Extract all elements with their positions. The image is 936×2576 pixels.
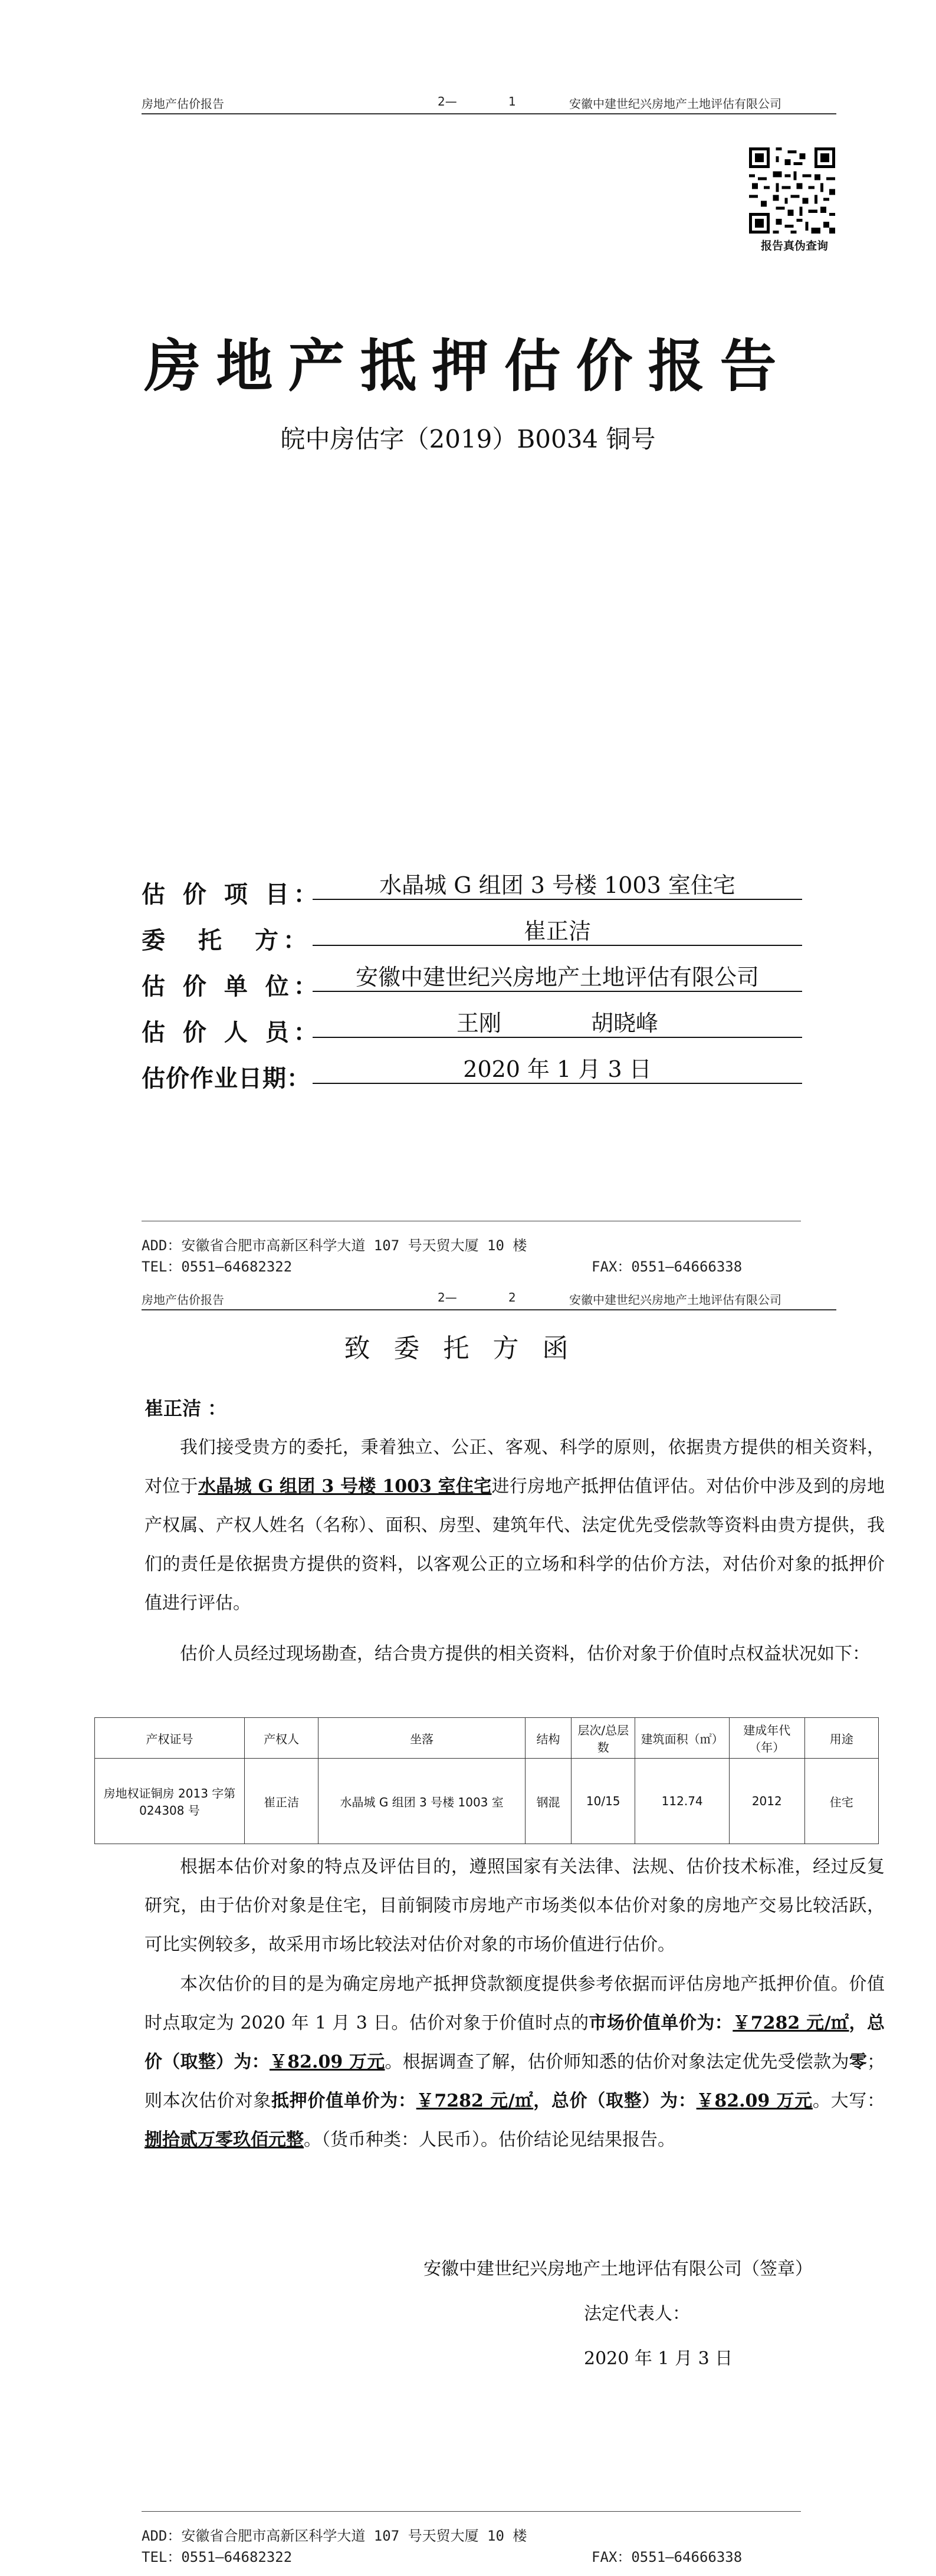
paragraph-1 bbox=[144, 1428, 885, 1623]
info-label-date: 估价作业日期： bbox=[142, 1064, 311, 1092]
mortgage-total-label: ，总价（取整）为： bbox=[533, 2091, 697, 2111]
header-rule bbox=[142, 1309, 836, 1310]
table-header: 坐落 bbox=[318, 1718, 525, 1759]
table-header: 建成年代（年） bbox=[730, 1718, 805, 1759]
table-row bbox=[95, 1759, 879, 1844]
table-cell: 水晶城 G 组团 3 号楼 1003 室 bbox=[318, 1759, 525, 1844]
mortgage-total-value: ￥82.09 万元 bbox=[696, 2091, 813, 2111]
signature-date: 2020 年 1 月 3 日 bbox=[584, 2348, 733, 2369]
table-header: 产权证号 bbox=[95, 1718, 245, 1759]
table-header: 层次/总层数 bbox=[572, 1718, 635, 1759]
info-value-date: 2020 年 1 月 3 日 bbox=[313, 1056, 802, 1084]
paragraph-2: 估价人员经过现场勘查，结合贵方提供的相关资料，估价对象于价值时点权益状况如下： bbox=[180, 1644, 870, 1664]
header-left: 房地产估价报告 bbox=[142, 1293, 224, 1307]
table-cell: 崔正洁 bbox=[245, 1759, 318, 1844]
market-total-label: ，总价（取整）为： bbox=[144, 2013, 885, 2072]
table-cell: 10/15 bbox=[572, 1759, 635, 1844]
p4-text-a: 本次估价的目的是为确定房地产抵押贷款额度提供参考依据而评估房地产抵押价值。价值时点取定为 2020 年 1 月 3 日。估价对象于价值时点的 bbox=[144, 1974, 885, 2033]
table-header: 结构 bbox=[525, 1718, 571, 1759]
salutation: 崔正洁 ： bbox=[144, 1397, 227, 1420]
signature-company: 安徽中建世纪兴房地产土地评估有限公司（签章） bbox=[423, 2259, 813, 2279]
footer-address: ADD：安徽省合肥市高新区科学大道 107 号天贸大厦 10 楼 bbox=[142, 1237, 527, 1254]
mortgage-unit-price-label: 抵押价值单价为： bbox=[271, 2091, 416, 2111]
signature-legal-rep: 法定代表人： bbox=[584, 2304, 690, 2324]
header-right: 安徽中建世纪兴房地产土地评估有限公司 bbox=[569, 97, 781, 111]
info-label-appraisers: 估 价 人 员： bbox=[142, 1018, 322, 1046]
footer-fax: FAX：0551—64666338 bbox=[592, 2549, 743, 2565]
qr-code-icon[interactable] bbox=[749, 147, 835, 234]
footer-rule bbox=[142, 2511, 801, 2512]
header-left: 房地产估价报告 bbox=[142, 97, 224, 111]
header-page-number: 2 bbox=[508, 1290, 516, 1305]
letter-title: 致委托方函 bbox=[344, 1333, 592, 1363]
header-page-number: 1 bbox=[508, 94, 516, 109]
market-unit-price: ￥7282 元/㎡ bbox=[733, 2013, 849, 2033]
market-unit-price-label: 市场价值单价为： bbox=[589, 2013, 733, 2033]
footer-tel: TEL：0551—64682322 bbox=[142, 1259, 293, 1275]
amount-in-words: 捌拾贰万零玖佰元整 bbox=[144, 2130, 304, 2150]
priority-claim-value: 零 bbox=[849, 2052, 868, 2072]
mortgage-unit-price: ￥7282 元/㎡ bbox=[416, 2091, 534, 2111]
table-header: 建筑面积（㎡） bbox=[635, 1718, 730, 1759]
p1-property: 水晶城 G 组团 3 号楼 1003 室住宅 bbox=[198, 1476, 492, 1497]
property-table bbox=[94, 1717, 879, 1844]
header-rule bbox=[142, 113, 836, 114]
table-header: 产权人 bbox=[245, 1718, 318, 1759]
info-value-appraiser-org: 安徽中建世纪兴房地产土地评估有限公司 bbox=[313, 964, 802, 992]
info-value-appraisers: 王刚 胡晓峰 bbox=[313, 1010, 802, 1038]
header-page-prefix: 2— bbox=[438, 1290, 457, 1305]
header-page-prefix: 2— bbox=[438, 94, 457, 109]
footer-fax: FAX：0551—64666338 bbox=[592, 1259, 743, 1275]
p1-text-b: 进行房地产抵押估值评估。对估价中涉及到的房地产权属、产权人姓名（名称）、面积、房型、建筑年代、法定优先受偿款等资料由贵方提供，我们的责任是依据贵方提供的资料，以客观公正的立场和科学的估价方法，对估价对象的抵押价值进行评估。 bbox=[144, 1476, 885, 1614]
table-cell: 112.74 bbox=[635, 1759, 730, 1844]
document-number: 皖中房估字（2019）B0034 铜号 bbox=[280, 425, 656, 454]
info-value-project: 水晶城 G 组团 3 号楼 1003 室住宅 bbox=[313, 872, 802, 900]
table-cell: 房地权证铜房 2013 字第 024308 号 bbox=[95, 1759, 245, 1844]
paragraph-3: 根据本估价对象的特点及评估目的，遵照国家有关法律、法规、估价技术标准，经过反复研究，由于估价对象是住宅，目前铜陵市房地产市场类似本估价对象的房地产交易比较活跃，可比实例较多，故采用市场比较法对估价对象的市场价值进行估价。 bbox=[144, 1857, 885, 1955]
table-header: 用途 bbox=[804, 1718, 878, 1759]
info-label-appraiser-org: 估 价 单 位： bbox=[142, 972, 322, 1000]
p1-text-a: 我们接受贵方的委托，秉着独立、公正、客观、科学的原则，依据贵方提供的相关资料，对位于 bbox=[144, 1437, 885, 1497]
info-value-client: 崔正洁 bbox=[313, 918, 802, 946]
info-label-client: 委 托 方： bbox=[142, 926, 311, 954]
table-cell: 钢混 bbox=[525, 1759, 571, 1844]
market-total-value: ￥82.09 万元 bbox=[269, 2052, 385, 2072]
table-cell: 2012 bbox=[730, 1759, 805, 1844]
p4-text-h: ；则本次估价对象 bbox=[144, 2052, 885, 2111]
paragraph-4 bbox=[144, 1965, 885, 2160]
p4-text-m: 。大写： bbox=[812, 2091, 885, 2111]
header-right: 安徽中建世纪兴房地产土地评估有限公司 bbox=[569, 1293, 781, 1307]
report-title: 房地产抵押估价报告 bbox=[144, 333, 792, 399]
p4-text-f: 。根据调查了解，估价师知悉的估价对象法定优先受偿款为 bbox=[385, 2052, 849, 2072]
qr-label: 报告真伪查询 bbox=[760, 239, 828, 252]
table-header-row bbox=[95, 1718, 879, 1759]
info-label-project: 估 价 项 目： bbox=[142, 880, 322, 908]
p4-text-o: 。（货币种类：人民币）。估价结论见结果报告。 bbox=[304, 2130, 675, 2150]
footer-tel: TEL：0551—64682322 bbox=[142, 2549, 293, 2565]
footer-address: ADD：安徽省合肥市高新区科学大道 107 号天贸大厦 10 楼 bbox=[142, 2528, 527, 2544]
table-cell: 住宅 bbox=[804, 1759, 878, 1844]
